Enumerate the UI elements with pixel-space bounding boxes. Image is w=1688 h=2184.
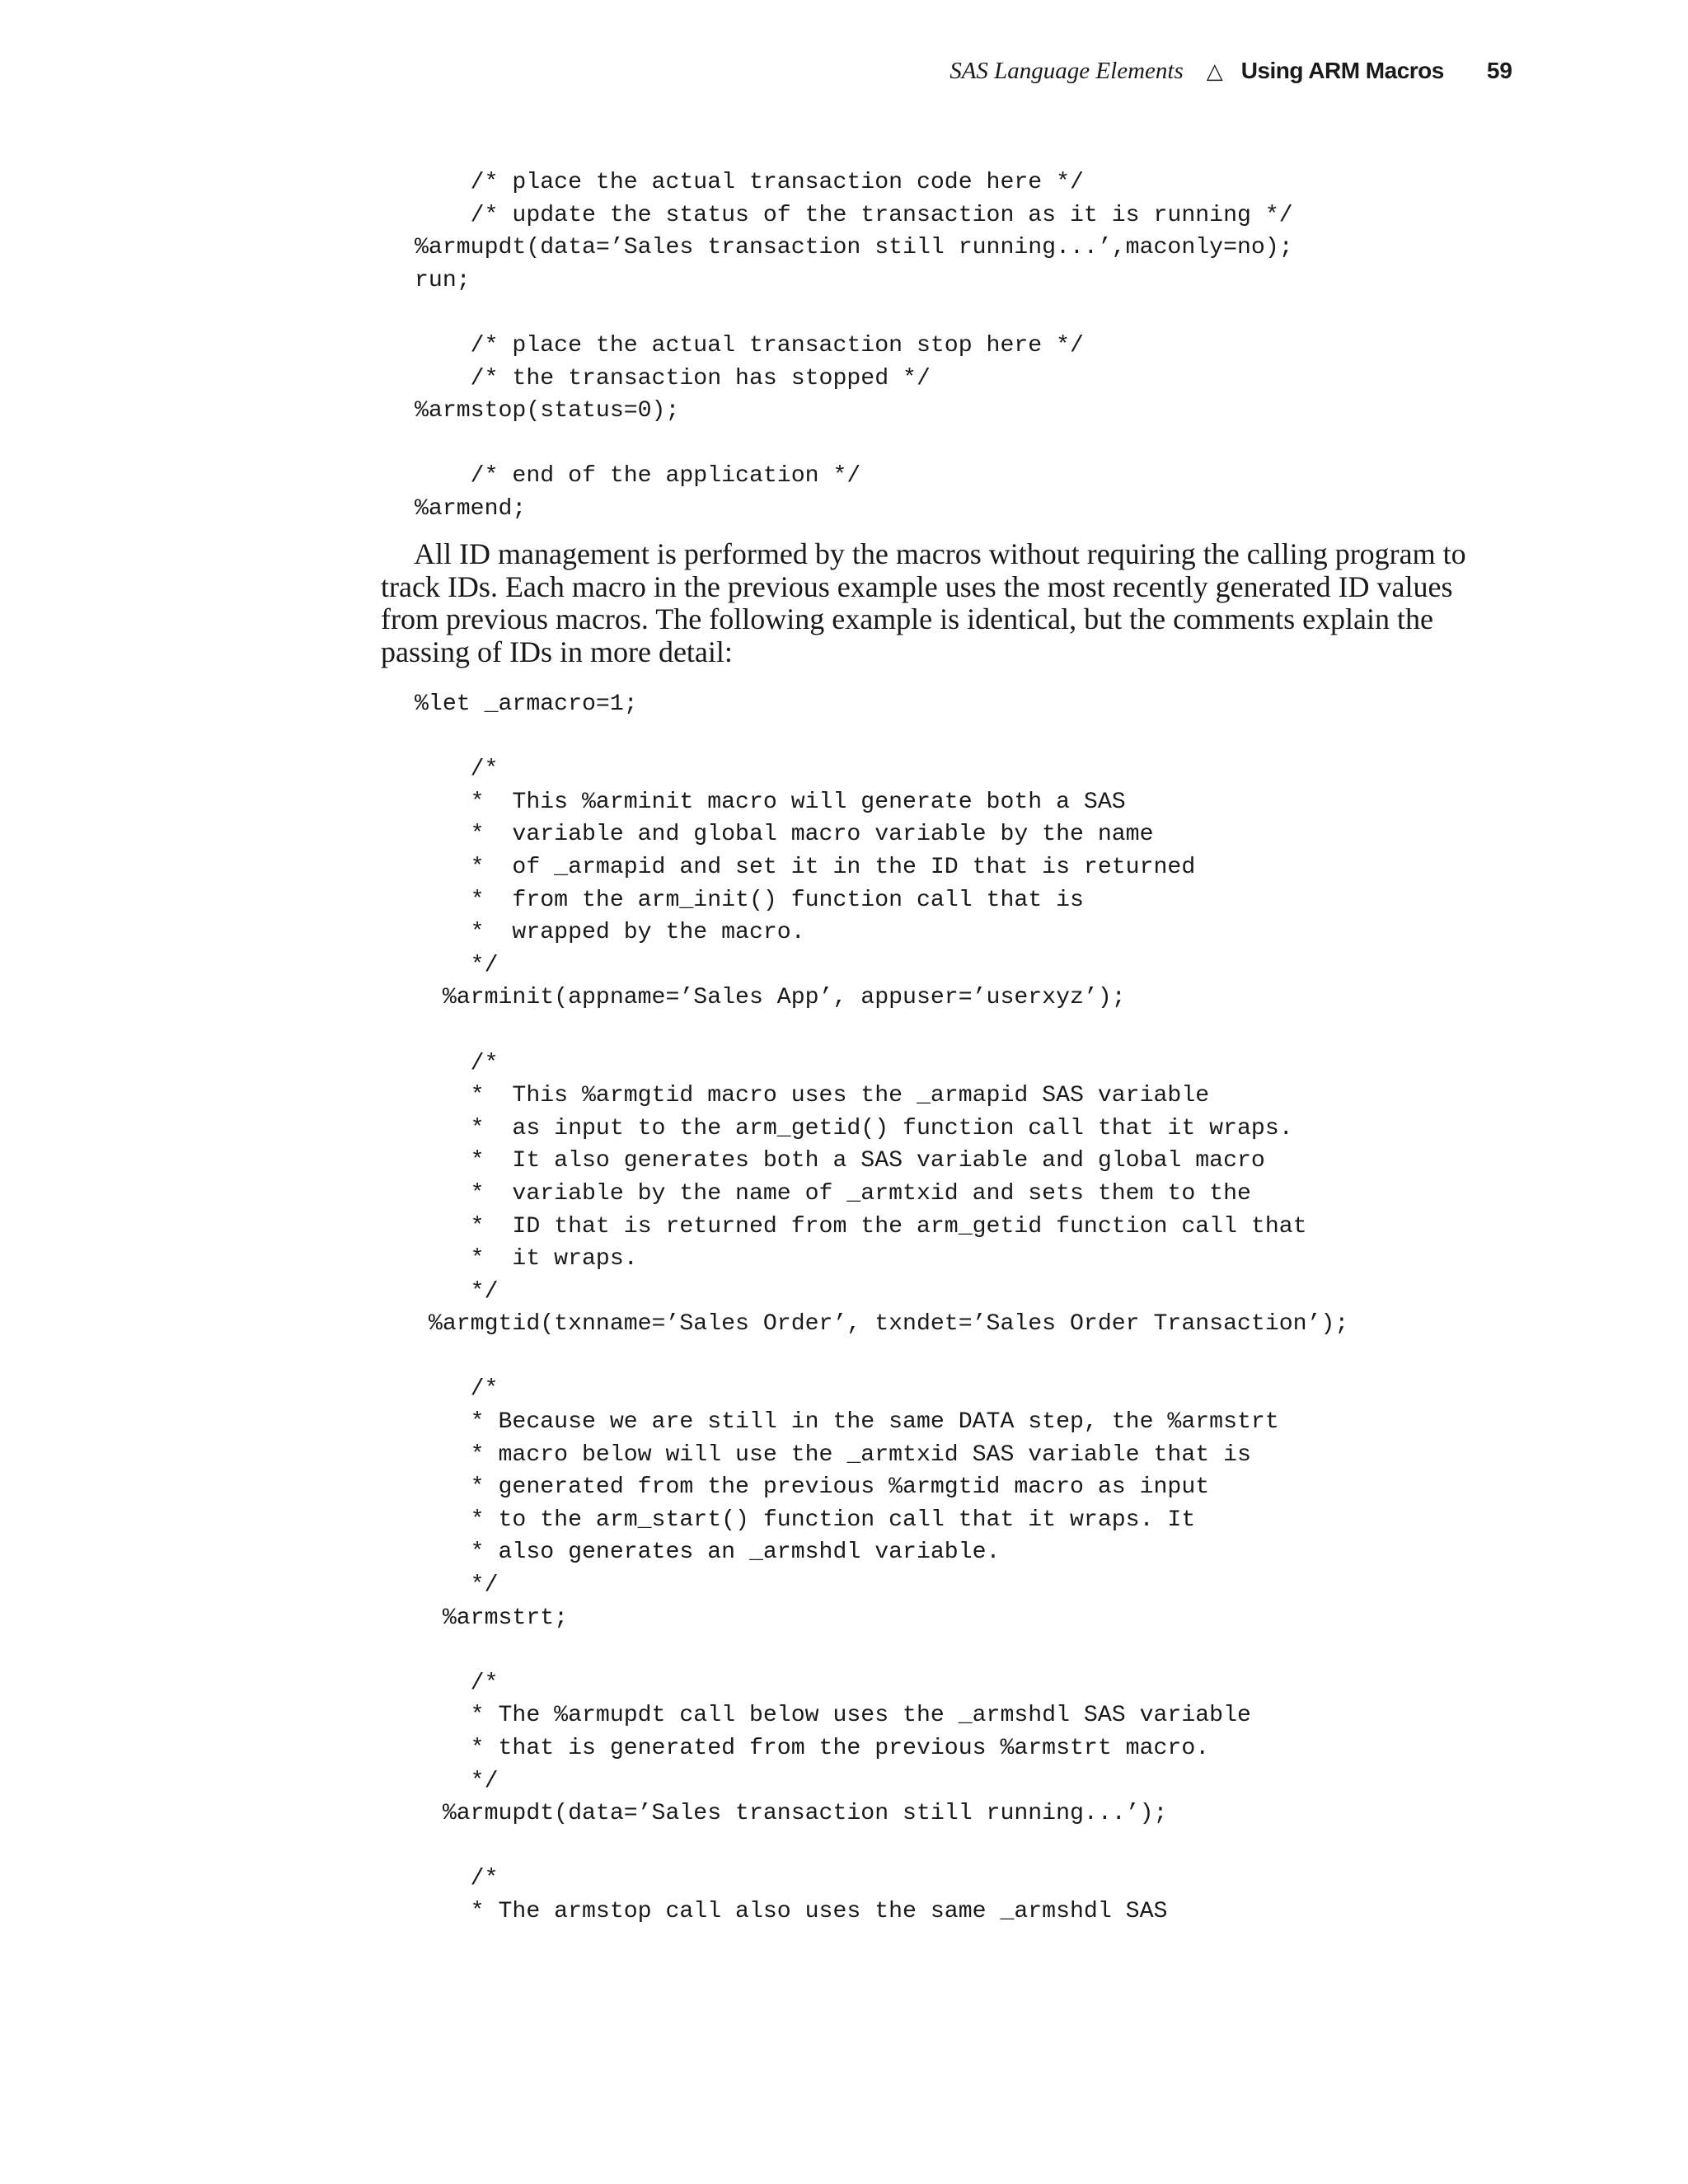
triangle-separator-icon: △: [1206, 59, 1223, 84]
book-title: SAS Language Elements: [950, 58, 1184, 84]
chapter-title: Using ARM Macros: [1240, 58, 1444, 83]
code-example-2: %let _armacro=1; /* * This %arminit macro will generate both a SAS * variable and global macro variable by the name * of _armapid and set it in the ID that is returned * from the arm_init() function call that is * wrapped by the macro. */ %arminit(appname=’Sales App’, appuser=’userxyz’); /* * This %armgtid macro uses the _armapid SAS variable * as input to the arm_getid() function call that it wraps. * It also generates both a SAS variable and global macro * variable by the name of _armtxid and sets them to the * ID that is returned from the arm_getid function call that * it wraps. */ %armgtid(txnname=’Sales Order’, txndet=’Sales Order Transaction’); /* * Because we are still in the same DATA step, the %armstrt * macro below will use the _armtxid SAS variable that is * generated from the previous %armgtid macro as input * to the arm_start() function call that it wraps. It * also generates an _armshdl variable. */ %armstrt; /* * The %armupdt call below uses the _armshdl SAS variable * that is generated from the previous %armstrt macro. */ %armupdt(data=’Sales transaction still running...’); /* * The armstop call also uses the same _armshdl SAS: [415, 691, 1349, 1924]
code-example-1: /* place the actual transaction code here */ /* update the status of the transaction as it is running */ %armupdt(data=’Sales transaction still running...’,maconly=no); run; /* place the actual transaction stop here */ /* the transaction has stopped */ %armstop(status=0); /* end of the application */ %armend;: [415, 170, 1293, 522]
running-header: [0, 58, 1512, 91]
page-number: 59: [1486, 58, 1512, 83]
body-paragraph: All ID management is performed by the macros without requiring the calling program to track IDs. Each macro in the previous example uses the most recently generated ID values from previous macros. The following example is identical, but the comments explain the passing of IDs in more detail:: [381, 537, 1466, 668]
